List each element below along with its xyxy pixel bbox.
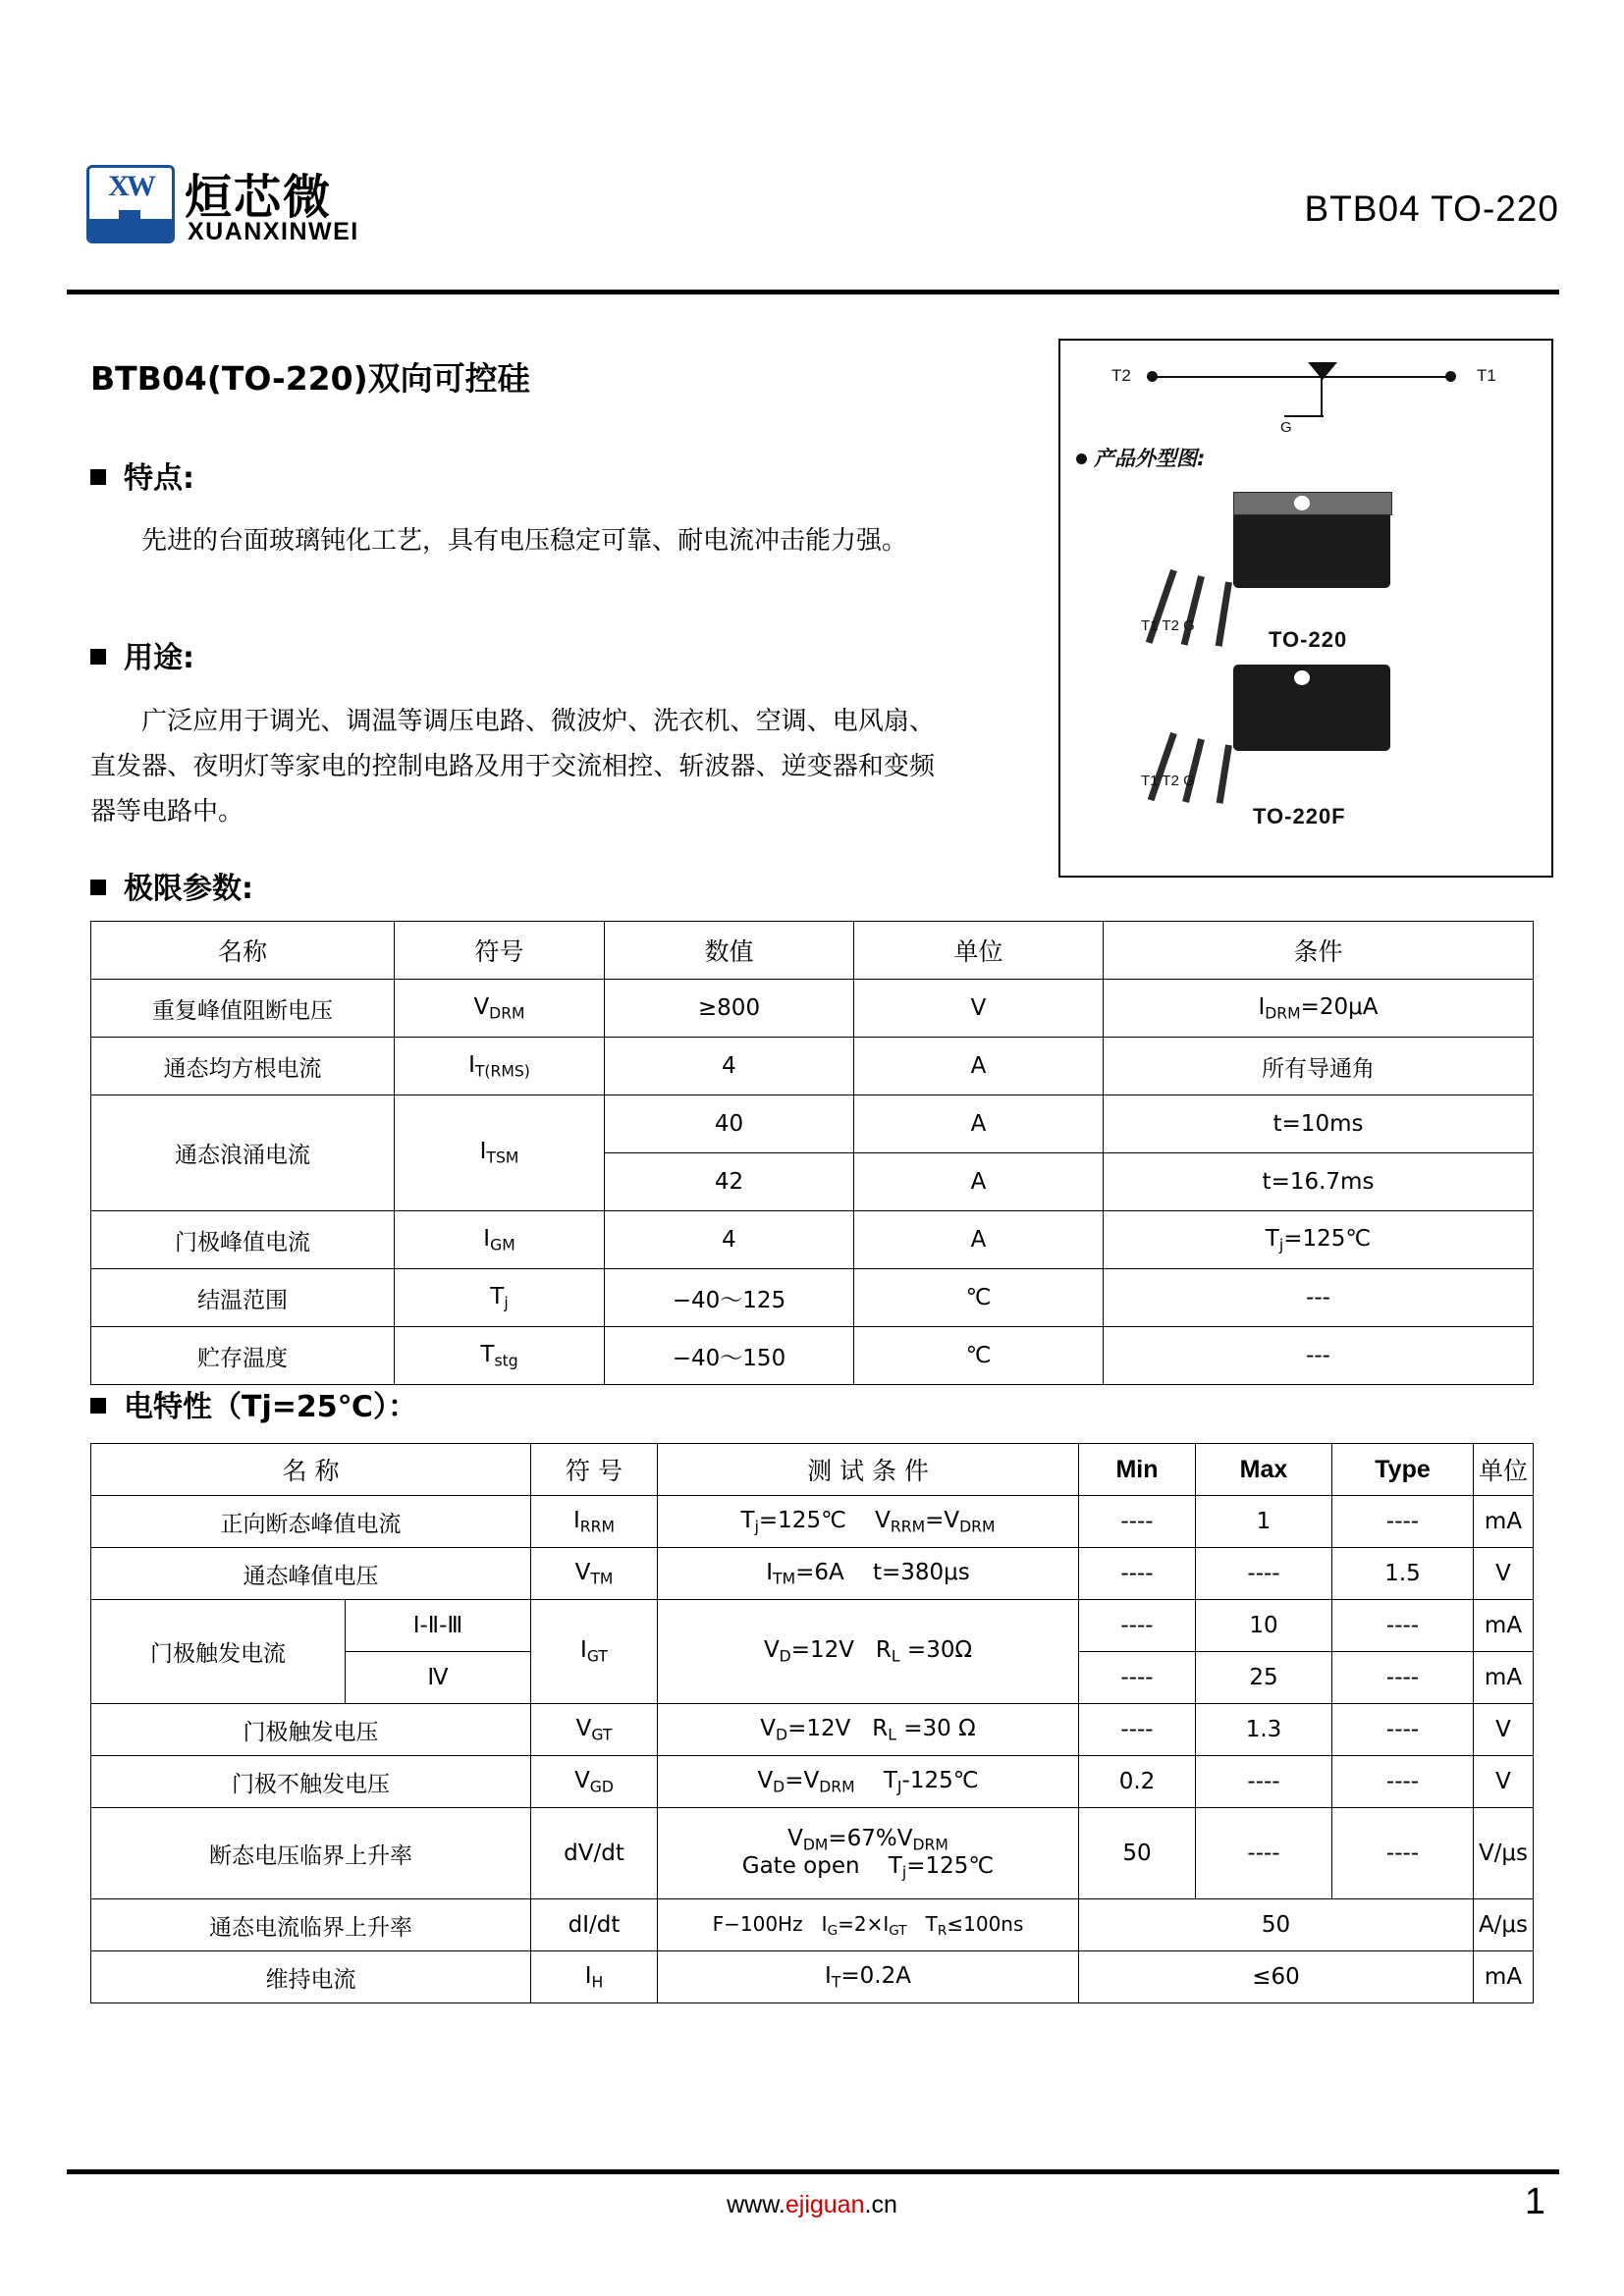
to220-metal-tab [1233, 492, 1392, 515]
logo-mark-bar [89, 219, 172, 240]
limits-table [90, 921, 1534, 1385]
page-title: BTB04(TO-220)双向可控硅 [90, 359, 530, 398]
cond: T [1265, 1225, 1279, 1252]
section-heading-limits [90, 864, 253, 907]
limits-row4-symbol [395, 1211, 605, 1269]
cond-sub: DRM [1265, 1003, 1301, 1023]
limits-row2-name: 通态浪涌电流 [91, 1095, 395, 1211]
limits-row5-cond: --- [1104, 1269, 1534, 1327]
package-outline-figure [1058, 339, 1553, 878]
logo-chinese-name: 烜芯微 [185, 170, 333, 225]
limits-row1-unit: A [854, 1038, 1104, 1095]
sym-sub: j [504, 1293, 509, 1312]
limits-row1-symbol [395, 1038, 605, 1095]
limits-row2-cond: t=10ms [1104, 1095, 1534, 1153]
footer-url-prefix: www. [727, 2191, 785, 2218]
limits-row5-name: 结温范围 [91, 1269, 395, 1327]
limits-heading-text: 极限参数: [124, 872, 253, 906]
table-row [91, 1548, 1534, 1600]
elec-row5-cond-line2: Gate open $T_j=125℃$ [741, 1853, 995, 1882]
limits-row6-unit: ℃ [854, 1327, 1104, 1385]
elec-header-cond: 测 试 条 件 [658, 1444, 1079, 1496]
limits-row4-unit: A [854, 1211, 1104, 1269]
elec-row3-cond: $V_D=12V$ $R_L =30$ Ω [658, 1704, 1079, 1756]
company-logo [86, 157, 479, 260]
elec-row5-cond-line1: $V_{DM}=67\%V_{DRM}$ [787, 1825, 948, 1853]
limits-row2-unit: A [854, 1095, 1104, 1153]
to220f-lead-1 [1148, 732, 1177, 801]
section-heading-features [90, 454, 194, 497]
figure-wire-horizontal [1151, 376, 1445, 378]
elec-row5-name: 断态电压临界上升率 [91, 1808, 531, 1899]
to220-package-name: TO-220 [1269, 627, 1348, 652]
table-row [91, 1808, 1534, 1899]
elec-header-symbol: 符 号 [531, 1444, 658, 1496]
elec-header-unit: 单位 [1474, 1444, 1534, 1496]
elec-row1-min: ---- [1079, 1548, 1196, 1600]
usage-heading-text: 用途: [124, 641, 194, 675]
elec-row7-cond: $I_T=0.2A$ [658, 1951, 1079, 2003]
figure-gate-wire [1321, 378, 1323, 417]
limits-header-condition: 条件 [1104, 922, 1534, 980]
table-header-row [91, 1444, 1534, 1496]
elec-row2-max-2: 25 [1196, 1652, 1332, 1704]
elec-row1-max: ---- [1196, 1548, 1332, 1600]
table-row [91, 1600, 1534, 1652]
table-row [91, 980, 1534, 1038]
limits-row6-cond: --- [1104, 1327, 1534, 1385]
cond-rest: =20μA [1300, 993, 1379, 1020]
elec-header-min: Min [1079, 1444, 1196, 1496]
sym-sub: TSM [486, 1148, 519, 1167]
limits-row1-cond: 所有导通角 [1104, 1038, 1534, 1095]
to220f-pin-labels: T1 T2 G [1141, 773, 1195, 789]
elec-row4-type: ---- [1332, 1756, 1474, 1808]
elec-row2-quadrant-2: Ⅳ [346, 1652, 531, 1704]
sym-sub: DRM [489, 1003, 525, 1023]
elec-row6-name: 通态电流临界上升率 [91, 1899, 531, 1951]
elec-row4-unit: V [1474, 1756, 1534, 1808]
sym: V [473, 993, 490, 1020]
limits-header-symbol: 符号 [395, 922, 605, 980]
header-divider [67, 290, 1559, 294]
elec-row4-cond: $V_D=V_{DRM}$ $T_J-125℃$ [658, 1756, 1079, 1808]
elec-row2-name: 门极触发电流 [91, 1600, 346, 1704]
page-header [67, 147, 1559, 275]
elec-row3-type: ---- [1332, 1704, 1474, 1756]
to220-mounting-hole [1294, 496, 1310, 510]
elec-row6-symbol: dI/dt [531, 1899, 658, 1951]
table-row [91, 1269, 1534, 1327]
sym: T [490, 1283, 505, 1309]
cond-sub: j [1278, 1235, 1284, 1255]
elec-row2-cond: $V_D=12V$ $R_L =30\Omega$ [658, 1600, 1079, 1704]
limits-row4-value: 4 [605, 1211, 854, 1269]
limits-row2-symbol [395, 1095, 605, 1211]
logo-mark-icon [86, 165, 175, 243]
elec-row2-type-2: ---- [1332, 1652, 1474, 1704]
footer-url-domain: ejiguan [785, 2191, 865, 2218]
elec-row0-max: 1 [1196, 1496, 1332, 1548]
elec-row7-unit: mA [1474, 1951, 1534, 2003]
sym-sub: T(RMS) [474, 1061, 530, 1081]
figure-caption-bullet-icon [1076, 454, 1087, 464]
logo-mark-text: XW [108, 170, 153, 202]
elec-row4-name: 门极不触发电压 [91, 1756, 531, 1808]
sym: I [468, 1051, 475, 1078]
elec-row1-name: 通态峰值电压 [91, 1548, 531, 1600]
logo-english-name: XUANXINWEI [188, 218, 359, 245]
elec-row2-unit-1: mA [1474, 1600, 1534, 1652]
bullet-square-icon [90, 649, 106, 665]
figure-triac-symbol [1308, 362, 1337, 380]
elec-row7-name: 维持电流 [91, 1951, 531, 2003]
elec-row5-max: ---- [1196, 1808, 1332, 1899]
to220f-body [1233, 665, 1390, 751]
table-row [91, 1951, 1534, 2003]
elec-row0-min: ---- [1079, 1496, 1196, 1548]
table-row [91, 1211, 1534, 1269]
limits-row0-symbol [395, 980, 605, 1038]
figure-node-left [1147, 371, 1158, 382]
limits-row5-value: −40～125 [605, 1269, 854, 1327]
figure-node-right [1445, 371, 1456, 382]
bullet-square-icon [90, 880, 106, 895]
section-heading-usage [90, 633, 194, 676]
elec-row6-cond: F−100Hz $I_G=2\times I_{GT}$ $T_R\le 100ns$ [658, 1899, 1079, 1951]
elec-row2-min-2: ---- [1079, 1652, 1196, 1704]
bullet-square-icon [90, 1398, 106, 1414]
limits-row5-unit: ℃ [854, 1269, 1104, 1327]
elec-header-type: Type [1332, 1444, 1474, 1496]
table-header-row [91, 922, 1534, 980]
footer-divider [67, 2169, 1559, 2174]
elec-row2-type-1: ---- [1332, 1600, 1474, 1652]
figure-terminal-t2-label: T2 [1111, 366, 1131, 385]
elec-row5-unit: V/μs [1474, 1808, 1534, 1899]
limits-row0-name: 重复峰值阻断电压 [91, 980, 395, 1038]
elec-row0-type: ---- [1332, 1496, 1474, 1548]
sym: I [479, 1139, 487, 1165]
page-number: 1 [1524, 2181, 1545, 2222]
limits-row0-cond [1104, 980, 1534, 1038]
table-row [91, 1899, 1534, 1951]
elec-row0-unit: mA [1474, 1496, 1534, 1548]
elec-row1-symbol: $V_{TM}$ [531, 1548, 658, 1600]
limits-row4-name: 门极峰值电流 [91, 1211, 395, 1269]
to220f-mounting-hole [1294, 670, 1310, 685]
limits-row5-symbol [395, 1269, 605, 1327]
elec-row4-symbol: $V_{GD}$ [531, 1756, 658, 1808]
limits-header-value: 数值 [605, 922, 854, 980]
limits-row0-value: ≥800 [605, 980, 854, 1038]
elec-row3-unit: V [1474, 1704, 1534, 1756]
elec-header-name: 名 称 [91, 1444, 531, 1496]
elec-row1-unit: V [1474, 1548, 1534, 1600]
usage-paragraph: 广泛应用于调光、调温等调压电路、微波炉、洗衣机、空调、电风扇、直发器、夜明灯等家电的控制电路及用于交流相控、斩波器、逆变器和变频器等电路中。 [90, 707, 935, 827]
limits-header-name: 名称 [91, 922, 395, 980]
footer-url-tld: .cn [864, 2191, 897, 2218]
limits-row6-symbol [395, 1327, 605, 1385]
elec-row0-cond: $T_j=125℃$ $V_{RRM}=V_{DRM}$ [658, 1496, 1079, 1548]
elec-header-max: Max [1196, 1444, 1332, 1496]
elec-row0-symbol: $I_{RRM}$ [531, 1496, 658, 1548]
features-paragraph: 先进的台面玻璃钝化工艺，具有电压稳定可靠、耐电流冲击能力强。 [141, 526, 908, 556]
footer-url[interactable] [0, 2191, 1624, 2219]
figure-terminal-t1-label: T1 [1477, 366, 1496, 385]
elec-row2-unit-2: mA [1474, 1652, 1534, 1704]
table-row [91, 1704, 1534, 1756]
limits-row2-value: 40 [605, 1095, 854, 1153]
elec-row5-symbol: dV/dt [531, 1808, 658, 1899]
elec-row3-name: 门极触发电压 [91, 1704, 531, 1756]
to220-lead-2 [1181, 575, 1205, 646]
to220f-package-drawing [1218, 665, 1404, 763]
elec-row0-name: 正向断态峰值电流 [91, 1496, 531, 1548]
elec-row1-type: 1.5 [1332, 1548, 1474, 1600]
bullet-square-icon [90, 469, 106, 485]
elec-row2-min-1: ---- [1079, 1600, 1196, 1652]
limits-header-unit: 单位 [854, 922, 1104, 980]
figure-gate-wire-2 [1284, 415, 1324, 417]
to220f-package-name: TO-220F [1253, 804, 1346, 828]
sym: I [483, 1225, 491, 1252]
limits-row4-cond [1104, 1211, 1534, 1269]
limits-row1-name: 通态均方根电流 [91, 1038, 395, 1095]
sym-sub: GM [490, 1235, 515, 1255]
elec-row6-value: 50 [1079, 1899, 1474, 1951]
elec-row7-symbol: $I_H$ [531, 1951, 658, 2003]
elec-row2-max-1: 10 [1196, 1600, 1332, 1652]
electrical-heading-text: 电特性（Tj=25℃）： [124, 1390, 417, 1424]
electrical-table [90, 1443, 1534, 2003]
limits-row3-unit: A [854, 1153, 1104, 1211]
elec-row6-unit: A/μs [1474, 1899, 1534, 1951]
to220-pin-labels: T1 T2 G [1141, 617, 1195, 634]
elec-row2-symbol: $I_{GT}$ [531, 1600, 658, 1704]
table-row [91, 1496, 1534, 1548]
figure-gate-label: G [1280, 419, 1292, 436]
to220f-lead-2 [1182, 738, 1205, 803]
elec-row5-min: 50 [1079, 1808, 1196, 1899]
elec-row3-max: 1.3 [1196, 1704, 1332, 1756]
elec-row3-symbol: $V_{GT}$ [531, 1704, 658, 1756]
elec-row1-cond: $I_{TM}=6A$ t=380μs [658, 1548, 1079, 1600]
elec-row4-min: 0.2 [1079, 1756, 1196, 1808]
figure-caption: 产品外型图: [1094, 447, 1206, 470]
sym: T [480, 1341, 495, 1367]
cond-rest: =125℃ [1283, 1225, 1372, 1252]
to220-package-drawing [1218, 494, 1404, 602]
limits-row0-unit: V [854, 980, 1104, 1038]
section-heading-electrical [90, 1382, 417, 1425]
limits-row3-value: 42 [605, 1153, 854, 1211]
table-row [91, 1327, 1534, 1385]
table-row [91, 1756, 1534, 1808]
elec-row7-value: ≤60 [1079, 1951, 1474, 2003]
limits-row1-value: 4 [605, 1038, 854, 1095]
table-row [91, 1038, 1534, 1095]
sym-sub: stg [494, 1351, 518, 1370]
elec-row4-max: ---- [1196, 1756, 1332, 1808]
limits-row6-name: 贮存温度 [91, 1327, 395, 1385]
limits-row6-value: −40～150 [605, 1327, 854, 1385]
limits-row3-cond: t=16.7ms [1104, 1153, 1534, 1211]
elec-row5-cond [658, 1808, 1079, 1899]
cond: I [1258, 993, 1266, 1020]
header-part-number: BTB04 TO-220 [1304, 188, 1559, 229]
features-heading-text: 特点: [124, 461, 194, 496]
elec-row5-type: ---- [1332, 1808, 1474, 1899]
elec-row2-quadrant-1: Ⅰ-Ⅱ-Ⅲ [346, 1600, 531, 1652]
elec-row3-min: ---- [1079, 1704, 1196, 1756]
table-row [91, 1095, 1534, 1153]
